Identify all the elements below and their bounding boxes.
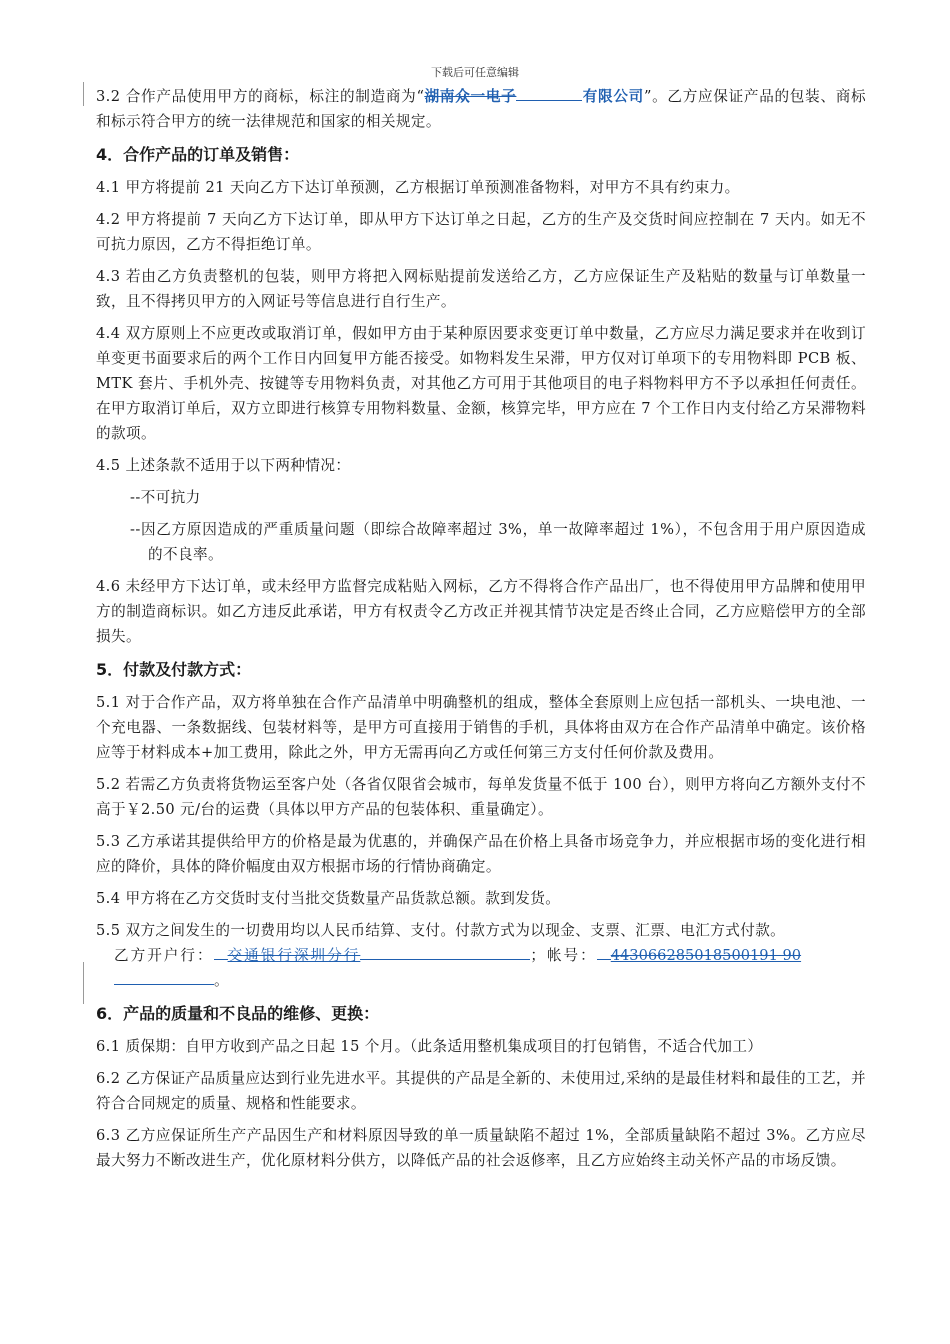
bank-info-end: 。 [214,972,231,989]
section-4-title: 4．合作产品的订单及销售： [96,145,300,164]
account-blank-post [114,968,214,985]
clause-4-2: 4.2 甲方将提前 7 天向乙方下达订单，即从甲方下达订单之日起，乙方的生产及交货时间应控制在 7 天内。如无不可抗力原因，乙方不得拒绝订单。 [96,211,866,253]
account-blank-pre [597,943,611,960]
bank-name: 交通银行深圳分行 [227,947,361,964]
clause-3-2 [96,84,866,134]
clause-5-4: 5.4 甲方将在乙方交货时支付当批交货数量产品货款总额。款到发货。 [96,890,561,907]
company-name-part-b: 有限公司 [582,88,644,105]
bank-blank-pre [214,943,228,960]
clause-5-2: 5.2 若需乙方负责将货物运至客户处（各省仅限省会城市，每单发货量不低于 100 台），则甲方将向乙方额外支付不高于￥2.50 元/台的运费（具体以甲方产品的包装体积、重量确定）。 [96,776,866,818]
section-5-title: 5．付款及付款方式： [96,660,252,679]
bank-info [96,943,866,993]
clause-4-6: 4.6 未经甲方下达订单，或未经甲方监督完成粘贴入网标，乙方不得将合作产品出厂，也不得使用甲方品牌和使用甲方的制造商标识。如乙方违反此承诺，甲方有权责令乙方改正并视其情节决定是否终止合同，乙方应赔偿甲方的全部损失。 [96,578,866,645]
clause-5-5: 5.5 双方之间发生的一切费用均以人民币结算、支付。付款方式为以现金、支票、汇票、电汇方式付款。 [96,922,786,939]
clause-4-1: 4.1 甲方将提前 21 天向乙方下达订单预测，乙方根据订单预测准备物料，对甲方不具有约束力。 [96,179,740,196]
clause-4-5: 4.5 上述条款不适用于以下两种情况： [96,457,351,474]
clause-6-1: 6.1 质保期：自甲方收到产品之日起 15 个月。（此条适用整机集成项目的打包销售，不适合代加工） [96,1038,763,1055]
clause-5-1: 5.1 对于合作产品，双方将单独在合作产品清单中明确整机的组成，整体全套原则上应包括一部机头、一块电池、一个充电器、一条数据线、包装材料等，是甲方可直接用于销售的手机，具体将由双方在合作产品清单中确定。该价格应等于材料成本+加工费用，除此之外，甲方无需再向乙方或任何第三方支付任何价款及费用。 [96,694,866,761]
bank-label: 乙方开户行： [114,947,214,964]
clause-5-3: 5.3 乙方承诺其提供给甲方的价格是最为优惠的，并确保产品在价格上具备市场竞争力，并应根据市场的变化进行相应的降价，具体的降价幅度由双方根据市场的行情协商确定。 [96,833,866,875]
clause-4-5-item-a: --不可抗力 [130,489,201,506]
clause-4-4: 4.4 双方原则上不应更改或取消订单，假如甲方由于某种原因要求变更订单中数量，乙方应尽力满足要求并在收到订单变更书面要求后的两个工作日内回复甲方能否接受。如物料发生呆滞，甲方仅对订单项下的专用物料即 PCB 板、MTK 套片、手机外壳、按键等专用物料负责，对其他乙方可用于其他项目的电子料物料甲方不予以承担任何责任。在甲方取消订单后，双方立即进行核算专用物料数量、金额，核算完毕，甲方应在 7 个工作日内支付给乙方呆滞物料的款项。 [96,325,866,442]
company-name-blank [516,84,582,101]
account-number: 443066285018500191 90 [610,947,802,964]
clause-3-2-prefix: 3.2 合作产品使用甲方的商标，标注的制造商为“ [96,88,425,105]
margin-change-bar-bank [83,962,84,1004]
clause-6-3: 6.3 乙方应保证所生产产品因生产和材料原因导致的单一质量缺陷不超过 1%，全部质量缺陷不超过 3%。乙方应尽最大努力不断改进生产，优化原材料分供方，以降低产品的社会返修率，且乙方应始终主动关怀产品的市场反馈。 [96,1127,866,1169]
clause-3-2-suffix: ”。乙方应保证产品的包装、商标和标示符合甲方的统一法律规范和国家的相关规定。 [96,88,866,130]
margin-change-bar-top [83,82,84,106]
clause-6-2: 6.2 乙方保证产品质量应达到行业先进水平。其提供的产品是全新的、未使用过,采纳的是最佳材料和最佳的工艺，并符合合同规定的质量、规格和性能要求。 [96,1070,866,1112]
section-6-title: 6．产品的质量和不良品的维修、更换： [96,1004,380,1023]
clause-4-3: 4.3 若由乙方负责整机的包装，则甲方将把入网标贴提前发送给乙方，乙方应保证生产及粘贴的数量与订单数量一致，且不得拷贝甲方的入网证号等信息进行自行生产。 [96,268,866,310]
bank-blank-post [360,943,530,960]
company-name-part-a: 湖南众一电子 [424,88,517,105]
header-note: 下载后可任意编辑 [431,66,519,79]
clause-4-5-item-b: --因乙方原因造成的严重质量问题（即综合故障率超过 3%，单一故障率超过 1%），不包含用于用户原因造成的不良率。 [130,521,866,563]
account-label: ；帐号： [530,947,597,964]
document-body [96,84,866,1180]
